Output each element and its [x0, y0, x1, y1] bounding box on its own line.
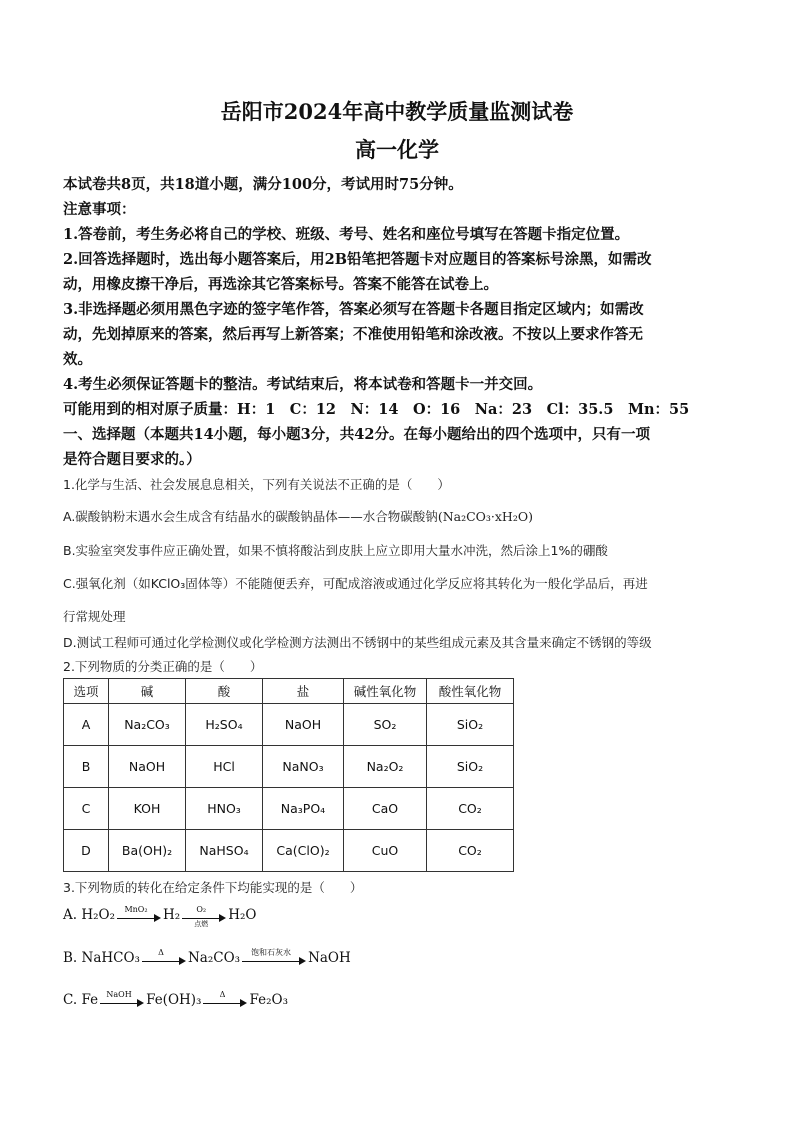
arrow-condition: O₂ [196, 904, 207, 914]
reaction-arrow-icon [182, 904, 226, 928]
classification-table [63, 678, 514, 872]
q3-option-a-label: A. [63, 907, 78, 923]
arrow-condition-below: 点燃 [194, 919, 209, 928]
table-header-cell: 酸 [186, 679, 263, 704]
q1-option-a-formula: (Na₂CO₃·xH₂O) [437, 509, 533, 524]
q3-a-substance: H₂O [228, 907, 257, 923]
note-line: 1.答卷前，考生务必将自己的学校、班级、考号、姓名和座位号填写在答题卡指定位置。 [63, 226, 630, 243]
note-line: 2.回答选择题时，选出每小题答案后，用2B铅笔把答题卡对应题目的答案标号涂黑，如需改 [63, 251, 652, 268]
table-row [64, 788, 514, 830]
reaction-arrow-icon [100, 989, 144, 1008]
reaction-arrow-icon [142, 947, 186, 966]
section-heading: 一、选择题（本题共14小题，每小题3分，共42分。在每小题给出的四个选项中，只有一项 [63, 426, 650, 443]
notes-heading: 注意事项： [63, 201, 136, 218]
atomic-masses: 可能用到的相对原子质量：H：1 C：12 N：14 O：16 Na：23 Cl：35.5 Mn：55 [63, 401, 690, 418]
table-cell: A [64, 704, 109, 746]
q3-stem: 3.下列物质的转化在给定条件下均能实现的是（ ） [63, 880, 363, 895]
table-cell: C [64, 788, 109, 830]
q3-b-substance: NaOH [308, 950, 351, 966]
table-cell: NaOH [263, 704, 344, 746]
table-cell: NaHSO₄ [186, 830, 263, 872]
arrow-condition: Δ [219, 989, 226, 999]
table-header-cell: 碱性氧化物 [344, 679, 427, 704]
reaction-arrow-icon [117, 904, 161, 923]
table-cell: CO₂ [427, 788, 514, 830]
q3-option-a [63, 904, 257, 928]
table-header-row [64, 679, 514, 704]
table-row [64, 704, 514, 746]
q3-option-c-label: C. [63, 992, 78, 1008]
table-cell: CO₂ [427, 830, 514, 872]
q3-a-substance: H₂O₂ [81, 907, 116, 923]
exam-subject: 高一化学 [355, 137, 439, 162]
q3-b-substance: Na₂CO₃ [187, 950, 241, 966]
table-cell: HNO₃ [186, 788, 263, 830]
reaction-arrow-icon [242, 947, 306, 966]
table-cell: Ca(ClO)₂ [263, 830, 344, 872]
q3-c-substance: Fe(OH)₃ [146, 992, 202, 1008]
table-cell: B [64, 746, 109, 788]
table-header-cell: 选项 [64, 679, 109, 704]
q3-option-b [63, 947, 351, 966]
q1-option-c [63, 574, 648, 592]
q3-a-substance: H₂ [163, 907, 181, 923]
table-cell: SiO₂ [427, 704, 514, 746]
table-row [64, 830, 514, 872]
table-cell: SO₂ [344, 704, 427, 746]
table-cell: H₂SO₄ [186, 704, 263, 746]
reaction-arrow-icon [203, 989, 247, 1008]
note-line: 效。 [63, 351, 92, 368]
table-cell: NaOH [109, 746, 186, 788]
q1-option-c-cont: 行常规处理 [63, 609, 126, 624]
table-cell: SiO₂ [427, 746, 514, 788]
table-cell: Na₃PO₄ [263, 788, 344, 830]
table-cell: D [64, 830, 109, 872]
table-cell: HCl [186, 746, 263, 788]
q1-option-a [63, 507, 533, 525]
arrow-condition: MnO₂ [124, 904, 148, 914]
table-cell: NaNO₃ [263, 746, 344, 788]
table-header-cell: 盐 [263, 679, 344, 704]
table-cell: Na₂CO₃ [109, 704, 186, 746]
q3-option-b-label: B. [63, 950, 78, 966]
table-cell: CaO [344, 788, 427, 830]
q1-option-b: B.实验室突发事件应正确处置，如果不慎将酸沾到皮肤上应立即用大量水冲洗，然后涂上1%的硼酸 [63, 543, 608, 558]
q1-stem: 1.化学与生活、社会发展息息相关，下列有关说法不正确的是（ ） [63, 477, 450, 492]
table-cell: Ba(OH)₂ [109, 830, 186, 872]
arrow-condition: Δ [158, 947, 164, 957]
q1-option-c-formula: KClO₃ [150, 576, 186, 591]
exam-title: 岳阳市2024年高中教学质量监测试卷 [220, 99, 574, 124]
q3-c-substance: Fe₂O₃ [249, 992, 288, 1008]
q3-b-substance: NaHCO₃ [81, 950, 140, 966]
note-line: 4.考生必须保证答题卡的整洁。考试结束后，将本试卷和答题卡一并交回。 [63, 376, 543, 393]
q3-option-c [63, 989, 288, 1008]
table-cell: KOH [109, 788, 186, 830]
q3-c-substance: Fe [81, 992, 99, 1008]
q1-option-c-pre: C.强氧化剂（如 [63, 576, 151, 591]
q1-option-c-post: 固体等）不能随便丢弃，可配成溶液或通过化学反应将其转化为一般化学品后，再进 [185, 576, 648, 591]
arrow-condition: 饱和石灰水 [251, 947, 292, 957]
note-line: 动，先划掉原来的答案，然后再写上新答案；不准使用铅笔和涂改液。不按以上要求作答无 [63, 326, 643, 343]
table-header-cell: 碱 [109, 679, 186, 704]
note-line: 动，用橡皮擦干净后，再选涂其它答案标号。答案不能答在试卷上。 [63, 276, 498, 293]
table-cell: Na₂O₂ [344, 746, 427, 788]
exam-summary: 本试卷共8页，共18道小题，满分100分，考试用时75分钟。 [63, 176, 463, 193]
note-line: 3.非选择题必须用黑色字迹的签字笔作答，答案必须写在答题卡各题目指定区域内；如需改 [63, 301, 644, 318]
q1-option-d: D.测试工程师可通过化学检测仪或化学检测方法测出不锈钢中的某些组成元素及其含量来确定不锈钢的等级 [63, 635, 652, 650]
q2-stem: 2.下列物质的分类正确的是（ ） [63, 659, 263, 674]
q1-option-a-text: A.碳酸钠粉末遇水会生成含有结晶水的碳酸钠晶体——水合物碳酸钠 [63, 509, 438, 524]
section-heading-cont: 是符合题目要求的。） [63, 451, 201, 468]
arrow-condition: NaOH [106, 989, 132, 999]
table-cell: CuO [344, 830, 427, 872]
table-header-cell: 酸性氧化物 [427, 679, 514, 704]
table-row [64, 746, 514, 788]
